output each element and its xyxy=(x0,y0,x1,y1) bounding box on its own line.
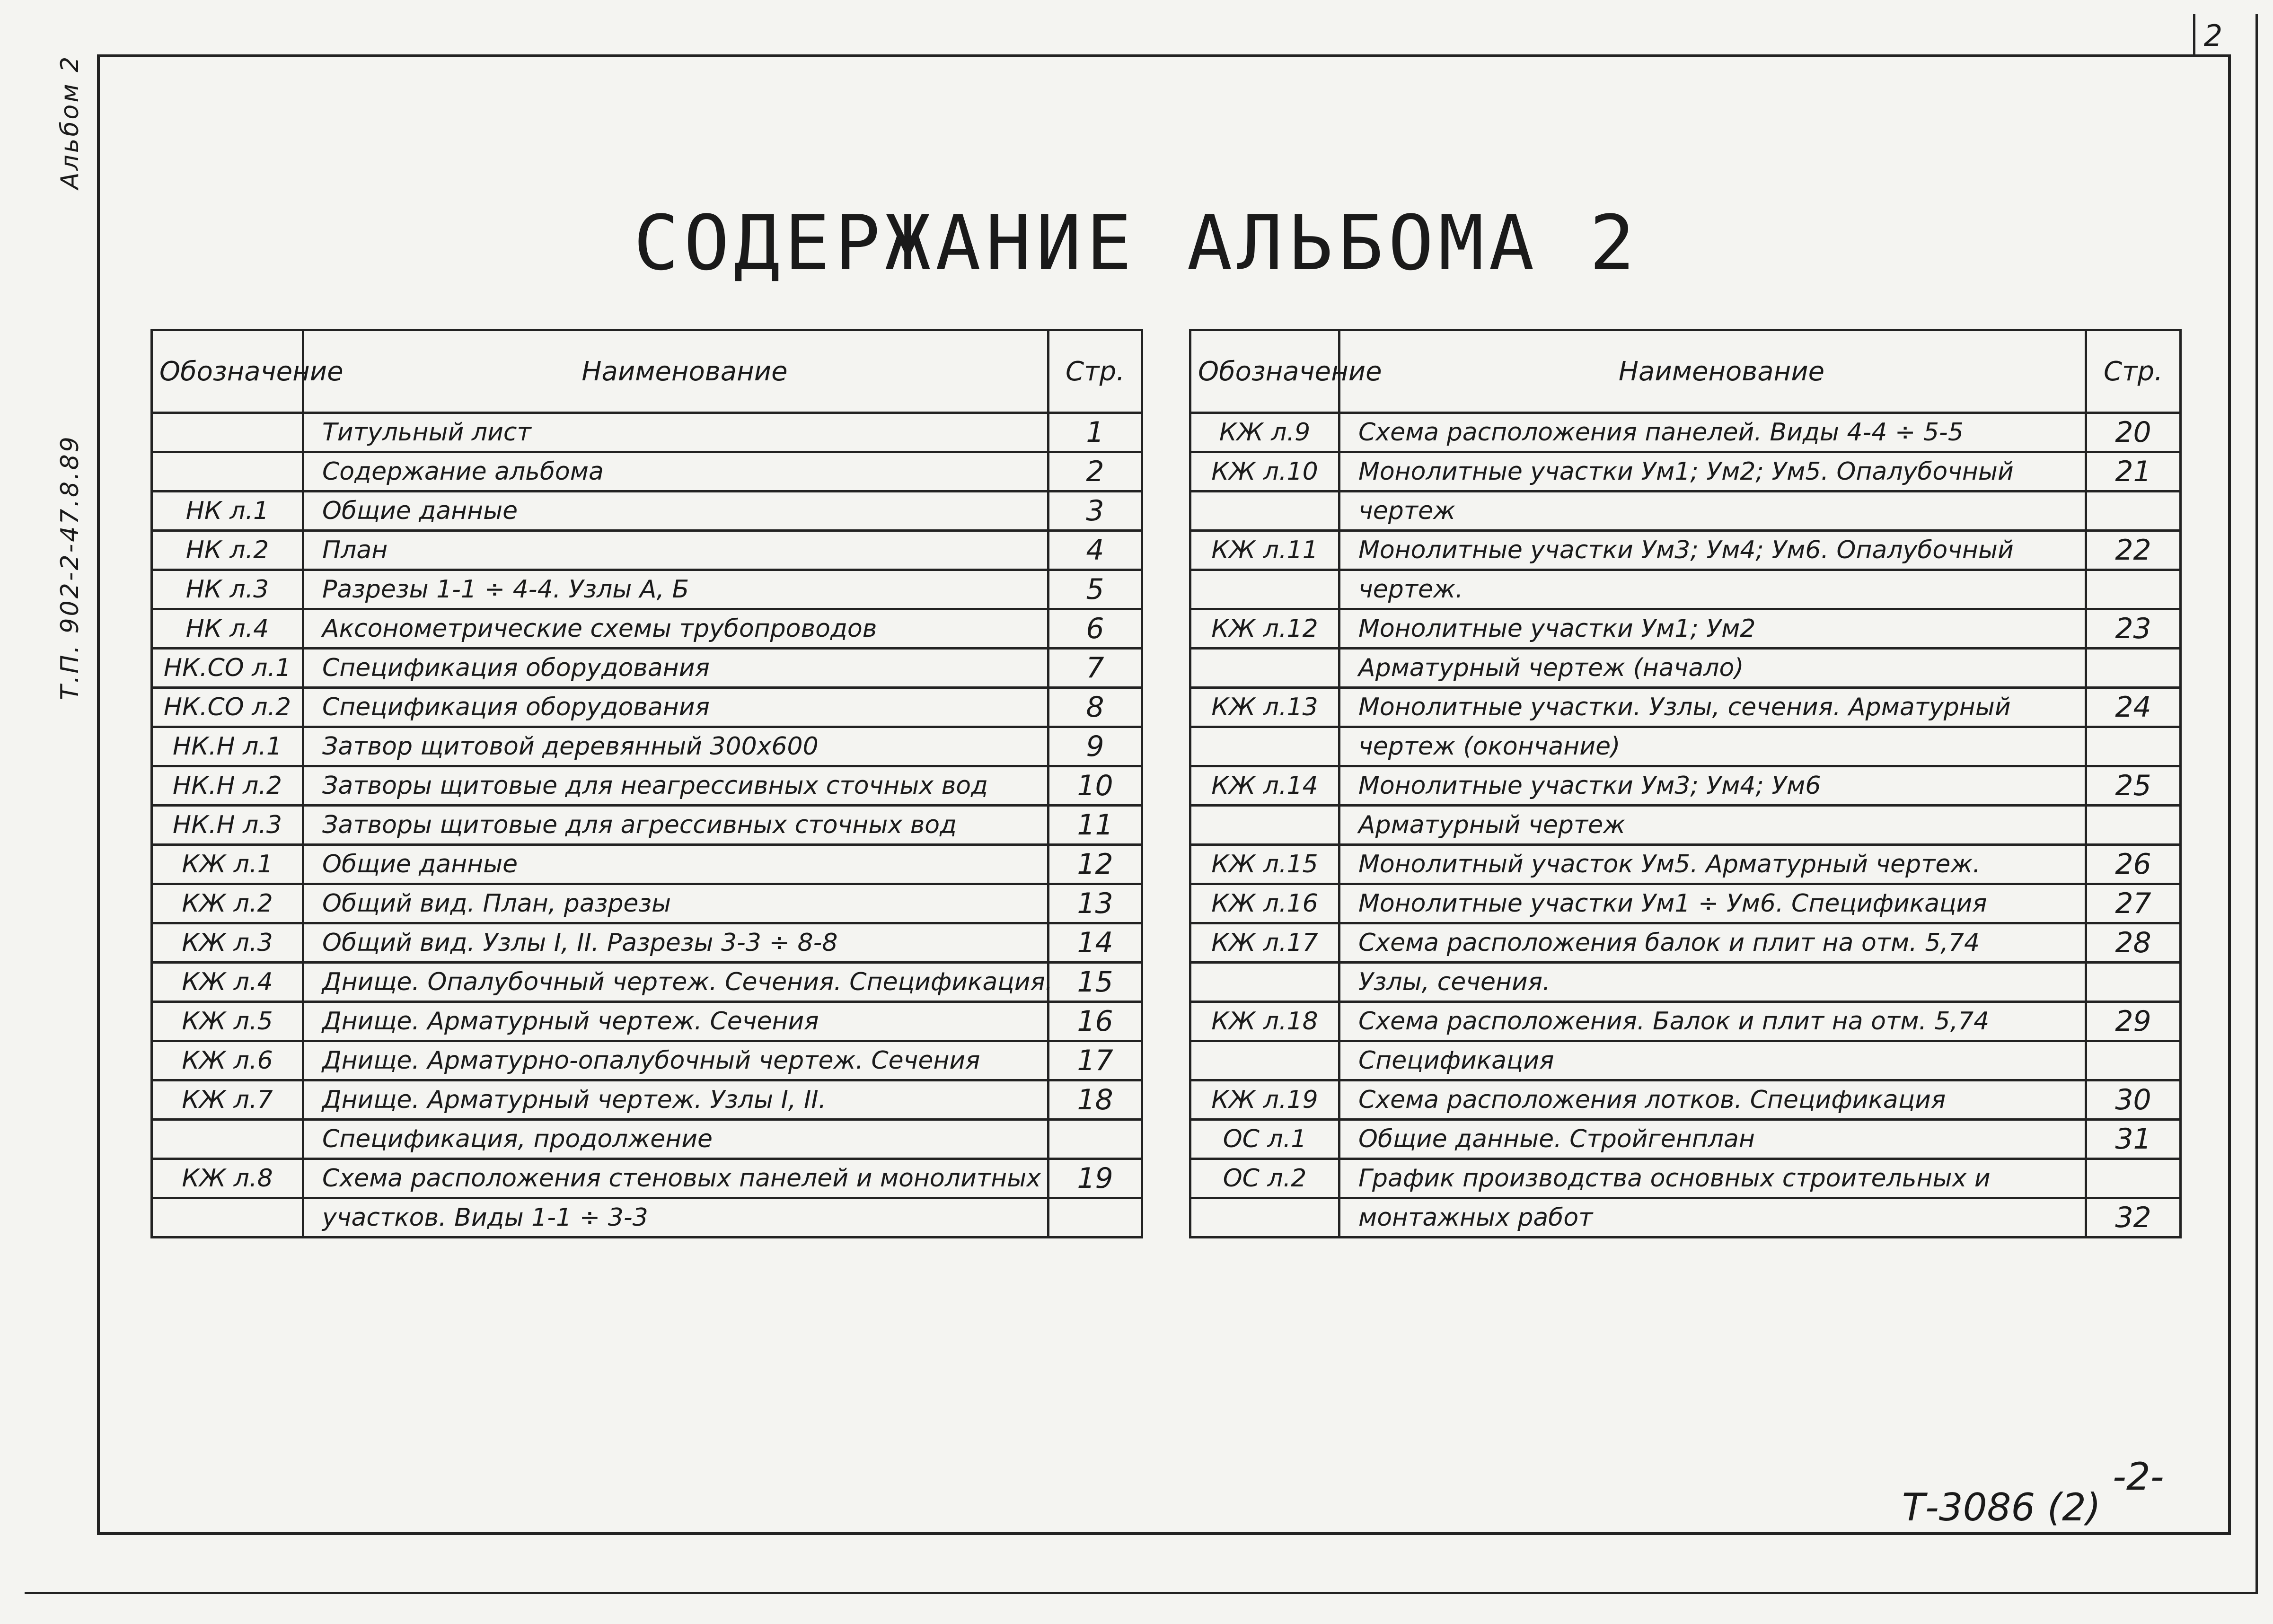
row-name: Затвор щитовой деревянный 300х600 xyxy=(303,727,1048,766)
row-name: Разрезы 1-1 ÷ 4-4. Узлы А, Б xyxy=(303,570,1048,609)
row-designation: КЖ л.13 xyxy=(1190,688,1339,727)
row-page: 31 xyxy=(2086,1120,2181,1159)
row-page: 21 xyxy=(2086,452,2181,492)
table-row xyxy=(1190,1041,2181,1080)
row-name: Затворы щитовые для неагрессивных сточных вод xyxy=(303,766,1048,806)
row-designation: КЖ л.12 xyxy=(1190,609,1339,649)
header-page: Стр. xyxy=(1048,330,1142,413)
row-page: 20 xyxy=(2086,413,2181,452)
row-name: Днище. Арматурно-опалубочный чертеж. Сечения xyxy=(303,1041,1048,1080)
row-page: 24 xyxy=(2086,688,2181,727)
row-designation: КЖ л.7 xyxy=(152,1080,303,1120)
table-row xyxy=(152,1198,1142,1238)
document-number: Т-3086 (2) xyxy=(1902,1485,2101,1529)
row-page: 7 xyxy=(1048,649,1142,688)
row-name: Титульный лист xyxy=(303,413,1048,452)
row-page: 10 xyxy=(1048,766,1142,806)
table-row xyxy=(152,806,1142,845)
row-name: Схема расположения. Балок и плит на отм. 5,74 xyxy=(1339,1002,2086,1041)
row-designation xyxy=(152,452,303,492)
row-designation: КЖ л.1 xyxy=(152,845,303,884)
row-page: 6 xyxy=(1048,609,1142,649)
row-page: 30 xyxy=(2086,1080,2181,1120)
row-page xyxy=(2086,1041,2181,1080)
table-row xyxy=(1190,609,2181,649)
row-designation: КЖ л.17 xyxy=(1190,923,1339,963)
header-designation: Обозначение xyxy=(152,330,303,413)
header-name: Наименование xyxy=(1339,330,2086,413)
row-page: 26 xyxy=(2086,845,2181,884)
table-row xyxy=(152,1041,1142,1080)
left-table-body xyxy=(152,413,1142,1238)
row-page: 15 xyxy=(1048,963,1142,1002)
row-designation: НК.СО л.2 xyxy=(152,688,303,727)
row-page xyxy=(1048,1120,1142,1159)
table-row xyxy=(1190,492,2181,531)
row-page: 16 xyxy=(1048,1002,1142,1041)
table-row xyxy=(152,963,1142,1002)
row-designation xyxy=(1190,1041,1339,1080)
row-name: Монолитные участки Ум3; Ум4; Ум6 xyxy=(1339,766,2086,806)
row-designation xyxy=(1190,492,1339,531)
table-row xyxy=(1190,688,2181,727)
row-page: 23 xyxy=(2086,609,2181,649)
row-designation xyxy=(1190,727,1339,766)
page-mark: -2- xyxy=(2113,1455,2164,1499)
row-designation: КЖ л.14 xyxy=(1190,766,1339,806)
right-table-body xyxy=(1190,413,2181,1238)
row-name: Монолитные участки Ум1; Ум2; Ум5. Опалубочный xyxy=(1339,452,2086,492)
row-page: 8 xyxy=(1048,688,1142,727)
row-name: Общий вид. Узлы I, II. Разрезы 3-3 ÷ 8-8 xyxy=(303,923,1048,963)
row-page: 9 xyxy=(1048,727,1142,766)
row-name: Содержание альбома xyxy=(303,452,1048,492)
row-designation: КЖ л.6 xyxy=(152,1041,303,1080)
table-row xyxy=(1190,963,2181,1002)
table-row xyxy=(152,1120,1142,1159)
row-name: Спецификация оборудования xyxy=(303,649,1048,688)
row-page: 18 xyxy=(1048,1080,1142,1120)
contents-table-right xyxy=(1189,329,2182,1238)
row-name: Спецификация xyxy=(1339,1041,2086,1080)
table-row xyxy=(1190,884,2181,923)
table-row xyxy=(1190,845,2181,884)
table-row xyxy=(152,923,1142,963)
row-designation: КЖ л.18 xyxy=(1190,1002,1339,1041)
table-row xyxy=(1190,1198,2181,1238)
row-designation xyxy=(152,1198,303,1238)
table-row xyxy=(1190,1080,2181,1120)
page-title: СОДЕРЖАНИЕ АЛЬБОМА 2 xyxy=(633,199,1640,287)
row-page: 25 xyxy=(2086,766,2181,806)
row-name: Арматурный чертеж (начало) xyxy=(1339,649,2086,688)
table-row xyxy=(1190,531,2181,570)
row-name: Схема расположения панелей. Виды 4-4 ÷ 5-5 xyxy=(1339,413,2086,452)
row-name: График производства основных строительных и xyxy=(1339,1159,2086,1198)
row-name: Общие данные xyxy=(303,845,1048,884)
table-row xyxy=(1190,452,2181,492)
table-row xyxy=(1190,570,2181,609)
row-name: Днище. Арматурный чертеж. Узлы I, II. xyxy=(303,1080,1048,1120)
row-designation: НК.СО л.1 xyxy=(152,649,303,688)
row-page: 17 xyxy=(1048,1041,1142,1080)
row-name: Днище. Арматурный чертеж. Сечения xyxy=(303,1002,1048,1041)
table-row xyxy=(1190,1002,2181,1041)
row-designation xyxy=(1190,963,1339,1002)
row-designation: НК л.1 xyxy=(152,492,303,531)
row-page xyxy=(2086,570,2181,609)
table-row xyxy=(1190,766,2181,806)
row-designation xyxy=(1190,806,1339,845)
table-row xyxy=(152,609,1142,649)
row-page: 13 xyxy=(1048,884,1142,923)
row-name: чертеж xyxy=(1339,492,2086,531)
table-row xyxy=(152,452,1142,492)
row-name: чертеж (окончание) xyxy=(1339,727,2086,766)
row-name: Общие данные xyxy=(303,492,1048,531)
row-name: Монолитные участки. Узлы, сечения. Арматурный xyxy=(1339,688,2086,727)
row-page: 28 xyxy=(2086,923,2181,963)
row-page: 14 xyxy=(1048,923,1142,963)
row-designation: НК л.2 xyxy=(152,531,303,570)
row-designation: ОС л.1 xyxy=(1190,1120,1339,1159)
row-page: 5 xyxy=(1048,570,1142,609)
row-page: 12 xyxy=(1048,845,1142,884)
table-row xyxy=(152,845,1142,884)
row-page xyxy=(2086,963,2181,1002)
row-designation xyxy=(1190,1198,1339,1238)
row-designation: КЖ л.2 xyxy=(152,884,303,923)
row-page: 19 xyxy=(1048,1159,1142,1198)
row-designation: НК.Н л.2 xyxy=(152,766,303,806)
table-row xyxy=(152,570,1142,609)
table-row xyxy=(152,766,1142,806)
row-name: Спецификация, продолжение xyxy=(303,1120,1048,1159)
row-designation: КЖ л.10 xyxy=(1190,452,1339,492)
table-row xyxy=(1190,413,2181,452)
row-name: Аксонометрические схемы трубопроводов xyxy=(303,609,1048,649)
table-row xyxy=(152,688,1142,727)
row-designation: КЖ л.19 xyxy=(1190,1080,1339,1120)
row-page: 11 xyxy=(1048,806,1142,845)
row-page xyxy=(2086,649,2181,688)
row-designation: КЖ л.8 xyxy=(152,1159,303,1198)
row-designation: КЖ л.9 xyxy=(1190,413,1339,452)
row-name: монтажных работ xyxy=(1339,1198,2086,1238)
row-name: План xyxy=(303,531,1048,570)
table-row xyxy=(152,649,1142,688)
row-page: 1 xyxy=(1048,413,1142,452)
row-designation: НК л.3 xyxy=(152,570,303,609)
row-name: Спецификация оборудования xyxy=(303,688,1048,727)
row-designation xyxy=(1190,649,1339,688)
row-name: Арматурный чертеж xyxy=(1339,806,2086,845)
row-name: Монолитный участок Ум5. Арматурный чертеж. xyxy=(1339,845,2086,884)
row-designation xyxy=(152,1120,303,1159)
row-page: 22 xyxy=(2086,531,2181,570)
side-album-label: Альбом 2 xyxy=(56,54,84,189)
table-header-row xyxy=(1190,330,2181,413)
row-designation: НК.Н л.3 xyxy=(152,806,303,845)
table-row xyxy=(152,413,1142,452)
table-row xyxy=(152,884,1142,923)
row-designation: ОС л.2 xyxy=(1190,1159,1339,1198)
header-designation: Обозначение xyxy=(1190,330,1339,413)
table-row xyxy=(152,1159,1142,1198)
row-page: 4 xyxy=(1048,531,1142,570)
row-designation: НК.Н л.1 xyxy=(152,727,303,766)
table-row xyxy=(1190,923,2181,963)
header-name: Наименование xyxy=(303,330,1048,413)
table-row xyxy=(152,1002,1142,1041)
table-row xyxy=(152,531,1142,570)
row-name: Монолитные участки Ум3; Ум4; Ум6. Опалубочный xyxy=(1339,531,2086,570)
row-name: Монолитные участки Ум1 ÷ Ум6. Спецификация xyxy=(1339,884,2086,923)
table-row xyxy=(1190,649,2181,688)
row-page: 27 xyxy=(2086,884,2181,923)
row-page: 2 xyxy=(1048,452,1142,492)
row-designation xyxy=(152,413,303,452)
row-designation: КЖ л.15 xyxy=(1190,845,1339,884)
row-name: Узлы, сечения. xyxy=(1339,963,2086,1002)
row-name: Монолитные участки Ум1; Ум2 xyxy=(1339,609,2086,649)
row-page xyxy=(2086,806,2181,845)
side-project-code: Т.П. 902-2-47.8.89 xyxy=(56,435,84,700)
row-name: Затворы щитовые для агрессивных сточных вод xyxy=(303,806,1048,845)
row-name: участков. Виды 1-1 ÷ 3-3 xyxy=(303,1198,1048,1238)
row-designation: КЖ л.5 xyxy=(152,1002,303,1041)
row-page xyxy=(1048,1198,1142,1238)
row-name: Схема расположения балок и плит на отм. 5,74 xyxy=(1339,923,2086,963)
row-name: Схема расположения лотков. Спецификация xyxy=(1339,1080,2086,1120)
row-name: Общие данные. Стройгенплан xyxy=(1339,1120,2086,1159)
row-designation: КЖ л.3 xyxy=(152,923,303,963)
row-name: чертеж. xyxy=(1339,570,2086,609)
header-page: Стр. xyxy=(2086,330,2181,413)
table-row xyxy=(1190,806,2181,845)
table-row xyxy=(152,1080,1142,1120)
table-row xyxy=(1190,1120,2181,1159)
row-designation: КЖ л.11 xyxy=(1190,531,1339,570)
contents-table-left xyxy=(150,329,1143,1238)
row-designation: КЖ л.16 xyxy=(1190,884,1339,923)
table-row xyxy=(1190,1159,2181,1198)
row-page xyxy=(2086,1159,2181,1198)
row-designation: КЖ л.4 xyxy=(152,963,303,1002)
row-designation xyxy=(1190,570,1339,609)
row-page: 3 xyxy=(1048,492,1142,531)
table-header-row xyxy=(152,330,1142,413)
row-page xyxy=(2086,492,2181,531)
sheet-number: 2 xyxy=(2193,14,2231,57)
table-row xyxy=(152,727,1142,766)
row-page: 29 xyxy=(2086,1002,2181,1041)
row-page: 32 xyxy=(2086,1198,2181,1238)
table-row xyxy=(1190,727,2181,766)
row-name: Общий вид. План, разрезы xyxy=(303,884,1048,923)
row-name: Днище. Опалубочный чертеж. Сечения. Спецификация. xyxy=(303,963,1048,1002)
table-row xyxy=(152,492,1142,531)
row-name: Схема расположения стеновых панелей и монолитных xyxy=(303,1159,1048,1198)
row-designation: НК л.4 xyxy=(152,609,303,649)
row-page xyxy=(2086,727,2181,766)
